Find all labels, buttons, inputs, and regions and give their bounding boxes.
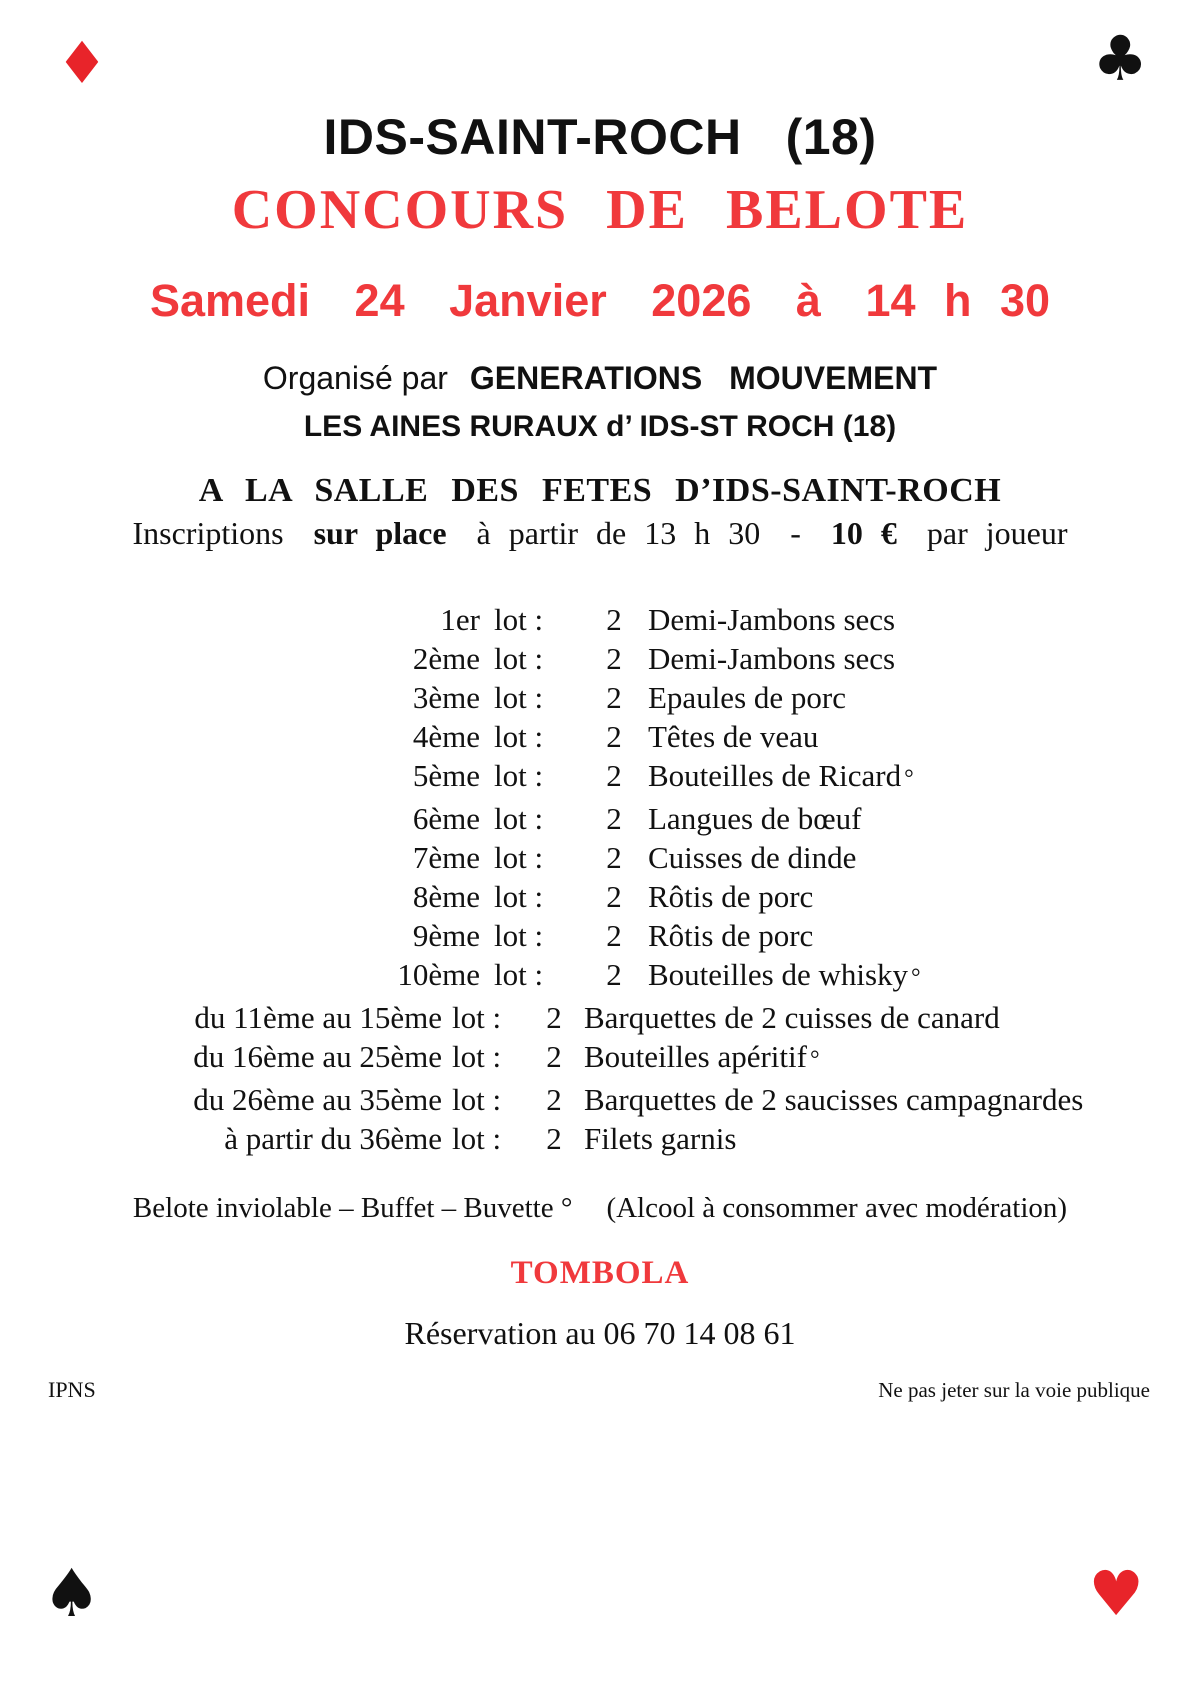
prize-lot-label: lot : bbox=[494, 840, 544, 875]
prize-item: Filets garnis bbox=[584, 1121, 737, 1156]
prize-item: Epaules de porc bbox=[648, 680, 846, 715]
prize-rank: 2ème bbox=[412, 641, 480, 676]
prize-row bbox=[0, 756, 1200, 799]
belote-conditions: Belote inviolable – Buffet – Buvette ° bbox=[132, 1192, 573, 1224]
prize-rank: du 11ème au 15ème bbox=[194, 1000, 442, 1035]
prize-rank: à partir du 36ème bbox=[224, 1121, 442, 1156]
prize-quantity: 2 bbox=[606, 918, 622, 953]
prize-row bbox=[0, 916, 1200, 955]
alcohol-degree-marker: ° bbox=[809, 1047, 820, 1073]
prize-row bbox=[0, 717, 1200, 756]
prize-item: Rôtis de porc bbox=[648, 879, 814, 914]
diamond-suit-icon: ♦ bbox=[56, 29, 108, 97]
prize-item: Demi-Jambons secs bbox=[648, 641, 896, 676]
prize-lot-label: lot : bbox=[494, 801, 544, 836]
prize-lot-label: lot : bbox=[494, 602, 544, 637]
prize-quantity: 2 bbox=[546, 1082, 562, 1117]
organised-by-label: Organisé par bbox=[262, 360, 448, 396]
prize-quantity: 2 bbox=[606, 641, 622, 676]
inscription-prefix: Inscriptions bbox=[132, 515, 284, 551]
prize-rank: 7ème bbox=[412, 840, 480, 875]
prize-item: Barquettes de 2 cuisses de canard bbox=[584, 1000, 1000, 1035]
town-name: IDS-SAINT-ROCH bbox=[323, 109, 742, 165]
prize-item: Rôtis de porc bbox=[648, 918, 814, 953]
prize-rank: 1er bbox=[440, 602, 480, 637]
prize-row bbox=[0, 1080, 1200, 1119]
prize-lot-label: lot : bbox=[452, 1121, 502, 1156]
tombola-label: TOMBOLA bbox=[510, 1255, 690, 1291]
prize-quantity: 2 bbox=[546, 1039, 562, 1074]
prize-item: Têtes de veau bbox=[648, 719, 819, 754]
prize-rank: 3ème bbox=[412, 680, 480, 715]
prize-item: Bouteilles apéritif bbox=[584, 1039, 807, 1074]
spade-suit-icon: ♠ bbox=[42, 1555, 102, 1632]
prize-rank: 4ème bbox=[412, 719, 480, 754]
inscription-dash: - bbox=[790, 515, 801, 551]
club-suit-icon: ♣ bbox=[1092, 22, 1148, 95]
organiser-line bbox=[0, 360, 1200, 397]
inscription-price: 10 € bbox=[830, 515, 897, 551]
prize-quantity: 2 bbox=[606, 758, 622, 793]
prize-row bbox=[0, 1037, 1200, 1080]
prize-rank: 6ème bbox=[412, 801, 480, 836]
prize-lot-label: lot : bbox=[494, 957, 544, 992]
prize-rank: 9ème bbox=[412, 918, 480, 953]
conditions-line bbox=[0, 1192, 1200, 1225]
inscription-per-player: par joueur bbox=[926, 515, 1068, 551]
prize-rank: du 26ème au 35ème bbox=[193, 1082, 442, 1117]
prize-rank: 8ème bbox=[412, 879, 480, 914]
prize-lot-label: lot : bbox=[494, 641, 544, 676]
prize-lot-label: lot : bbox=[494, 719, 544, 754]
prize-item: Bouteilles de Ricard bbox=[648, 758, 902, 793]
date-day-number: 24 bbox=[354, 275, 405, 326]
no-litter-notice: Ne pas jeter sur la voie publique bbox=[878, 1378, 1150, 1402]
prize-item: Cuisses de dinde bbox=[648, 840, 857, 875]
prize-rank: 10ème bbox=[397, 957, 480, 992]
prize-lot-label: lot : bbox=[494, 680, 544, 715]
prize-quantity: 2 bbox=[606, 957, 622, 992]
inscription-onsite: sur place bbox=[313, 515, 447, 551]
prize-quantity: 2 bbox=[606, 719, 622, 754]
prize-list bbox=[0, 600, 1200, 1158]
prize-quantity: 2 bbox=[606, 879, 622, 914]
prize-lot-label: lot : bbox=[494, 758, 544, 793]
heart-suit-icon: ♥ bbox=[1088, 1557, 1144, 1630]
prize-row bbox=[0, 955, 1200, 998]
prize-quantity: 2 bbox=[606, 680, 622, 715]
date-year: 2026 bbox=[651, 275, 752, 326]
prize-row bbox=[0, 600, 1200, 639]
ipns-label: IPNS bbox=[48, 1377, 96, 1402]
prize-item: Barquettes de 2 saucisses campagnardes bbox=[584, 1082, 1084, 1117]
alcohol-degree-marker: ° bbox=[904, 766, 914, 792]
inscription-line bbox=[0, 515, 1200, 552]
organiser-subtitle: LES AINES RURAUX d’ IDS-ST ROCH (18) bbox=[303, 410, 897, 443]
prize-item: Langues de bœuf bbox=[648, 801, 862, 836]
prize-row bbox=[0, 838, 1200, 877]
date-time: 14 h 30 bbox=[865, 275, 1051, 326]
contest-title: CONCOURS DE BELOTE bbox=[231, 179, 969, 241]
prize-quantity: 2 bbox=[546, 1000, 562, 1035]
event-date-line bbox=[0, 275, 1200, 327]
prize-row bbox=[0, 1119, 1200, 1158]
prize-row bbox=[0, 877, 1200, 916]
prize-rank: 5ème bbox=[412, 758, 480, 793]
date-at-word: à bbox=[795, 275, 821, 326]
prize-row bbox=[0, 639, 1200, 678]
prize-quantity: 2 bbox=[606, 801, 622, 836]
inscription-from-time: à partir de 13 h 30 bbox=[476, 515, 761, 551]
prize-row bbox=[0, 998, 1200, 1037]
prize-quantity: 2 bbox=[606, 602, 622, 637]
prize-item: Bouteilles de whisky bbox=[648, 957, 909, 992]
venue-line: A LA SALLE DES FETES D’IDS-SAINT-ROCH bbox=[198, 472, 1002, 509]
prize-rank: du 16ème au 25ème bbox=[193, 1039, 442, 1074]
prize-quantity: 2 bbox=[606, 840, 622, 875]
department-number: (18) bbox=[785, 109, 877, 165]
prize-item: Demi-Jambons secs bbox=[648, 602, 896, 637]
prize-lot-label: lot : bbox=[494, 879, 544, 914]
town-title-line bbox=[0, 108, 1200, 166]
prize-row bbox=[0, 678, 1200, 717]
reservation-phone: Réservation au 06 70 14 08 61 bbox=[404, 1315, 796, 1351]
organiser-name: GENERATIONS MOUVEMENT bbox=[469, 360, 938, 396]
date-weekday: Samedi bbox=[149, 275, 311, 326]
date-month: Janvier bbox=[449, 275, 607, 326]
prize-lot-label: lot : bbox=[452, 1082, 502, 1117]
prize-lot-label: lot : bbox=[494, 918, 544, 953]
prize-quantity: 2 bbox=[546, 1121, 562, 1156]
alcohol-notice: (Alcool à consommer avec modération) bbox=[606, 1192, 1068, 1224]
alcohol-degree-marker: ° bbox=[911, 965, 921, 991]
prize-lot-label: lot : bbox=[452, 1039, 502, 1074]
prize-row bbox=[0, 799, 1200, 838]
prize-lot-label: lot : bbox=[452, 1000, 502, 1035]
